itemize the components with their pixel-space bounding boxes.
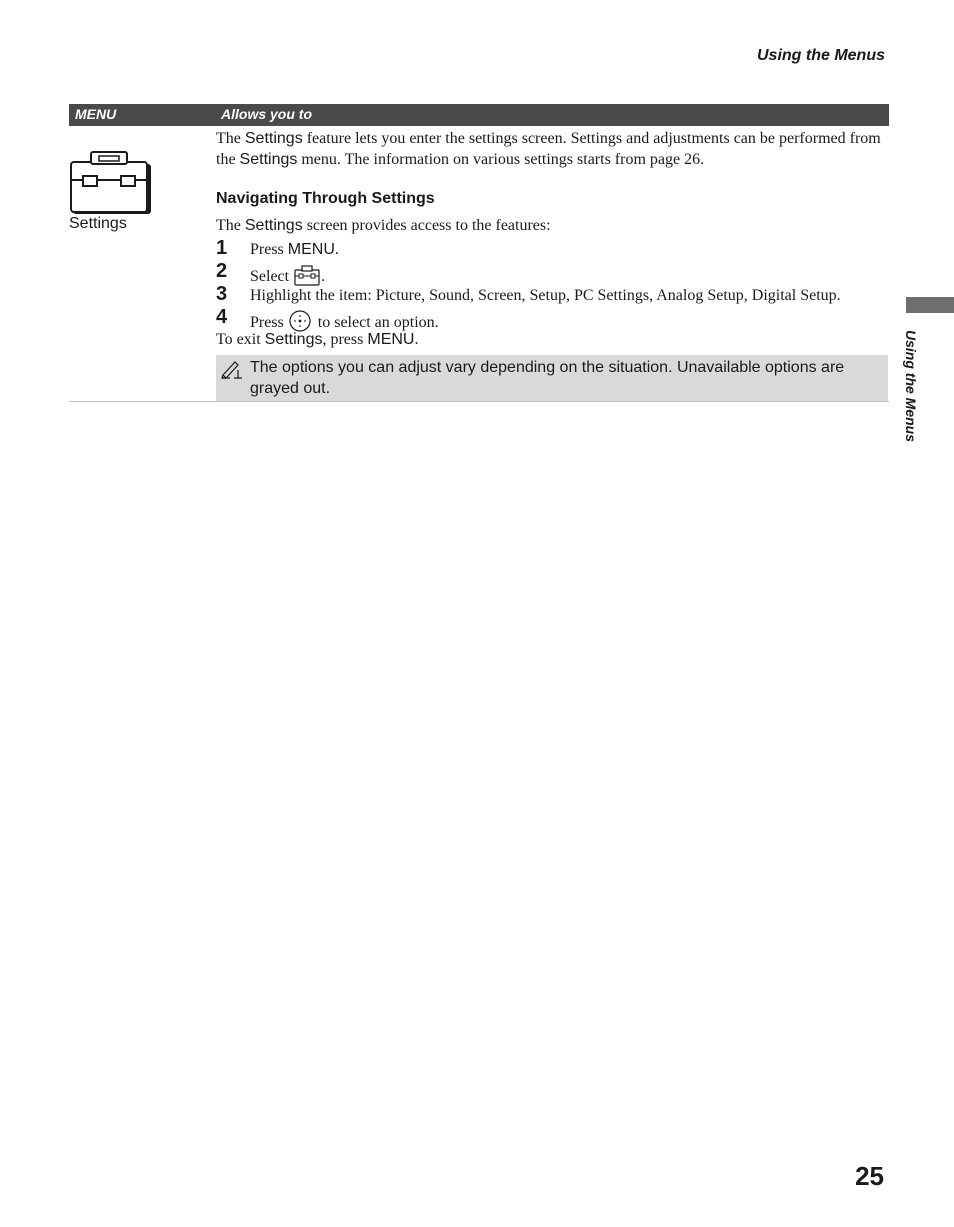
description-paragraph [216, 128, 888, 170]
step-number: 4 [216, 306, 228, 328]
exit-settings-term: Settings [264, 331, 323, 348]
intro-text: screen provides access to the features: [306, 217, 551, 234]
step-text [250, 310, 439, 332]
menu-key: MENU [287, 241, 335, 258]
step-number: 3 [216, 283, 228, 305]
step-text [250, 264, 325, 286]
step-number: 1 [216, 237, 228, 259]
step-text-part: . [334, 241, 339, 258]
subheading: Navigating Through Settings [216, 190, 435, 207]
exit-text: . [414, 331, 419, 348]
step-text-part: Press [250, 241, 284, 258]
toolbox-icon [69, 150, 153, 216]
step-text-part: Select [250, 268, 290, 285]
intro-settings-term: Settings [244, 217, 303, 234]
header-allows: Allows you to [221, 106, 312, 122]
step-number: 2 [216, 260, 228, 282]
step-text: Highlight the item: Picture, Sound, Screen, Setup, PC Settings, Analog Setup, Digital Setup. [250, 287, 841, 304]
intro-text: The [216, 217, 241, 234]
side-section-label: Using the Menus [903, 330, 919, 443]
step-text-part: Press [250, 314, 284, 331]
menu-item-label: Settings [69, 215, 127, 232]
pencil-note-icon [220, 359, 244, 379]
running-head: Using the Menus [756, 47, 885, 64]
note-box [216, 355, 888, 401]
intro-line [216, 217, 551, 235]
desc-text: The [216, 130, 241, 147]
step-text-part: to select an option. [317, 314, 439, 331]
section-tab-marker [906, 297, 954, 313]
page-number: 25 [855, 1161, 884, 1191]
toolbox-icon [293, 264, 321, 286]
desc-settings-term: Settings [244, 130, 303, 147]
table-bottom-rule [69, 401, 889, 402]
menu-key: MENU [367, 331, 415, 348]
exit-text: To exit [216, 331, 261, 348]
desc-text: feature lets you enter the settings screen. Settings and adjustments can be performed from the [216, 130, 881, 168]
header-menu: MENU [75, 106, 117, 122]
table-header [69, 104, 889, 126]
exit-text: , press [322, 331, 364, 348]
note-text: The options you can adjust vary depending on the situation. Unavailable options are grayed out. [250, 359, 845, 397]
desc-text: menu. The information on various settings starts from page 26. [301, 151, 705, 168]
description-cell [216, 128, 888, 397]
step-text-part: . [321, 268, 326, 285]
desc-settings-term: Settings [239, 151, 298, 168]
exit-instruction [216, 331, 418, 349]
joystick-button-icon [288, 310, 314, 332]
step-text [250, 241, 339, 259]
